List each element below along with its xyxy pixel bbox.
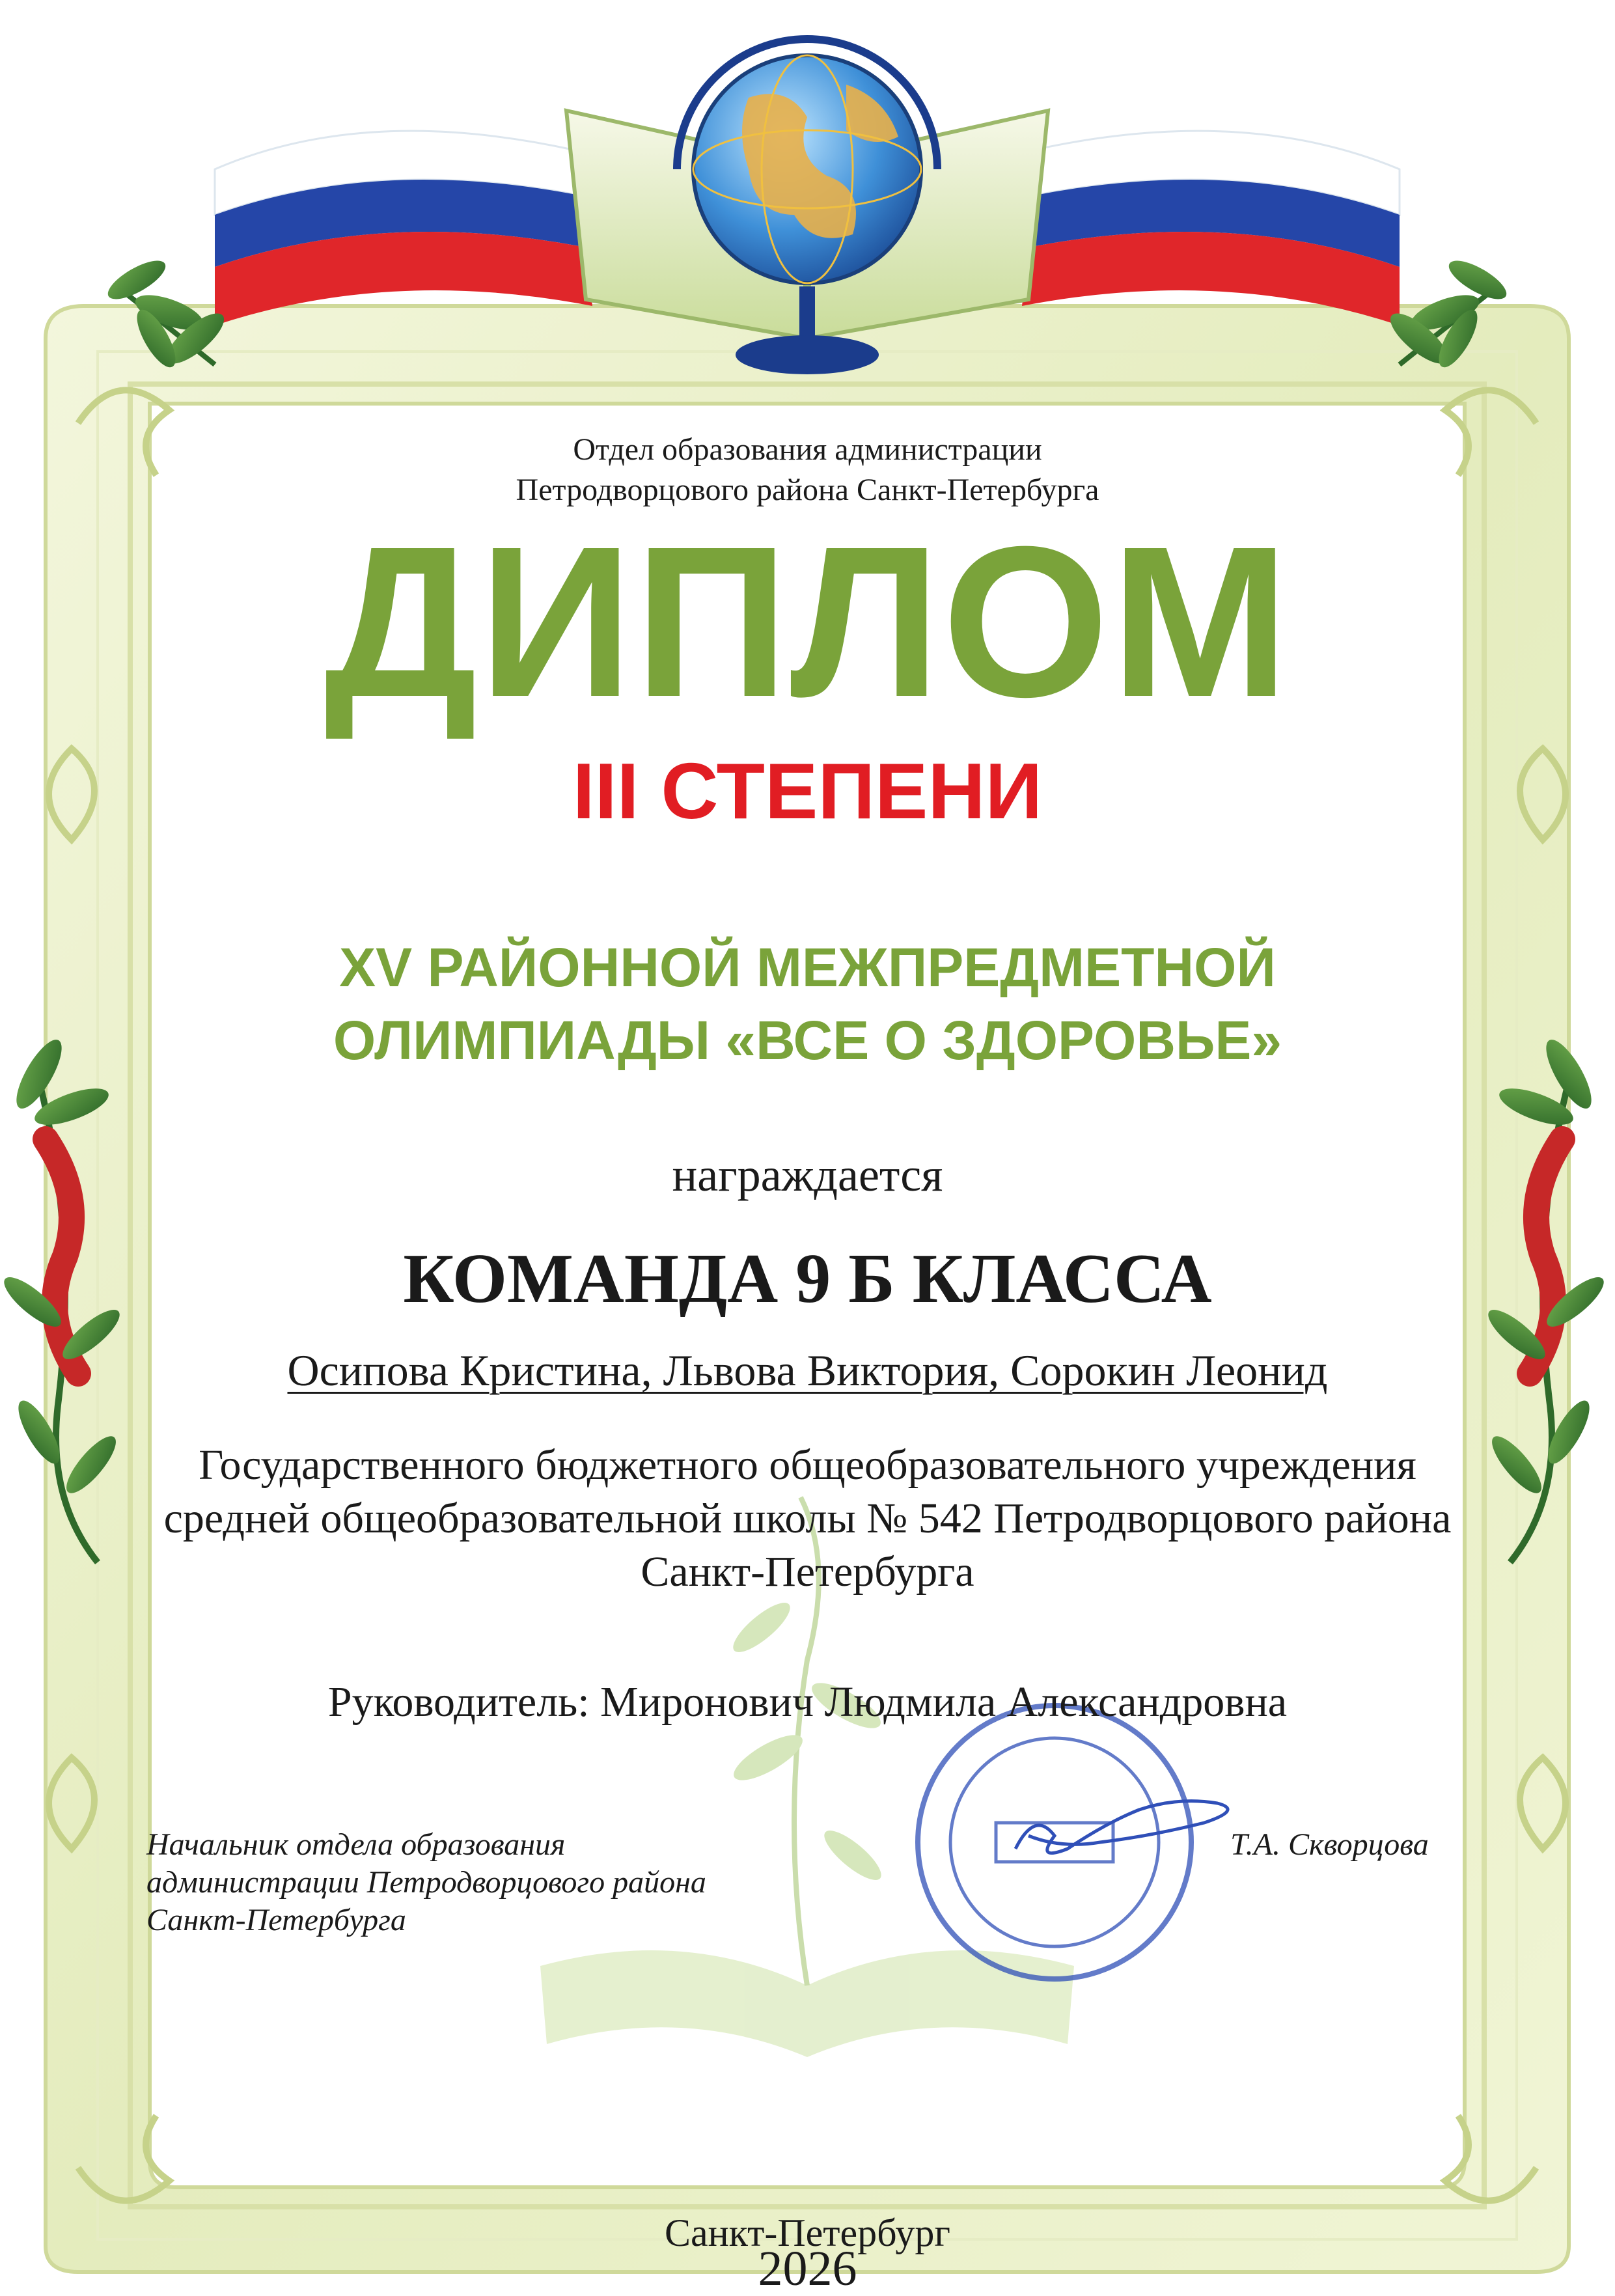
school-name <box>0 1439 1615 1599</box>
signatory-name: Т.А. Скворцова <box>1230 1827 1429 1862</box>
diploma-title: ДИПЛОМ <box>324 501 1291 741</box>
school-line-2: средней общеобразовательной школы № 542 Петродворцового района <box>163 1495 1452 1542</box>
signatory-position-line-1: Начальник отдела образования <box>146 1827 566 1862</box>
school-line-3: Санкт-Петербурга <box>641 1548 974 1596</box>
awarded-label: награждается <box>672 1149 943 1201</box>
org-line-1: Отдел образования администрации <box>573 432 1042 467</box>
city: Санкт-Петербург <box>665 2211 950 2254</box>
team-members-text: Осипова Кристина, Львова Виктория, Сорокин Леонид <box>287 1346 1328 1395</box>
recipient-name: КОМАНДА 9 Б КЛАССА <box>403 1240 1212 1318</box>
org-line-2: Петродворцового района Санкт-Петербурга <box>516 473 1099 507</box>
signatory-position-line-2: администрации Петродворцового района <box>146 1865 706 1900</box>
olympiad-line-2: ОЛИМПИАДЫ «ВСЕ О ЗДОРОВЬЕ» <box>333 1010 1282 1071</box>
diploma-degree: III СТЕПЕНИ <box>572 747 1043 835</box>
school-line-1: Государственного бюджетного общеобразовательного учреждения <box>199 1441 1416 1489</box>
olympiad-line-1: XV РАЙОННОЙ МЕЖПРЕДМЕТНОЙ <box>339 937 1276 998</box>
supervisor: Руководитель: Миронович Людмила Александровна <box>327 1678 1288 1726</box>
team-members <box>0 1344 1615 1396</box>
olympiad-title <box>0 931 1615 1077</box>
year: 2026 <box>758 2241 857 2296</box>
signatory-position-line-3: Санкт-Петербурга <box>146 1903 406 1937</box>
issuing-organization <box>0 430 1615 510</box>
signatory-position <box>146 1826 797 1939</box>
